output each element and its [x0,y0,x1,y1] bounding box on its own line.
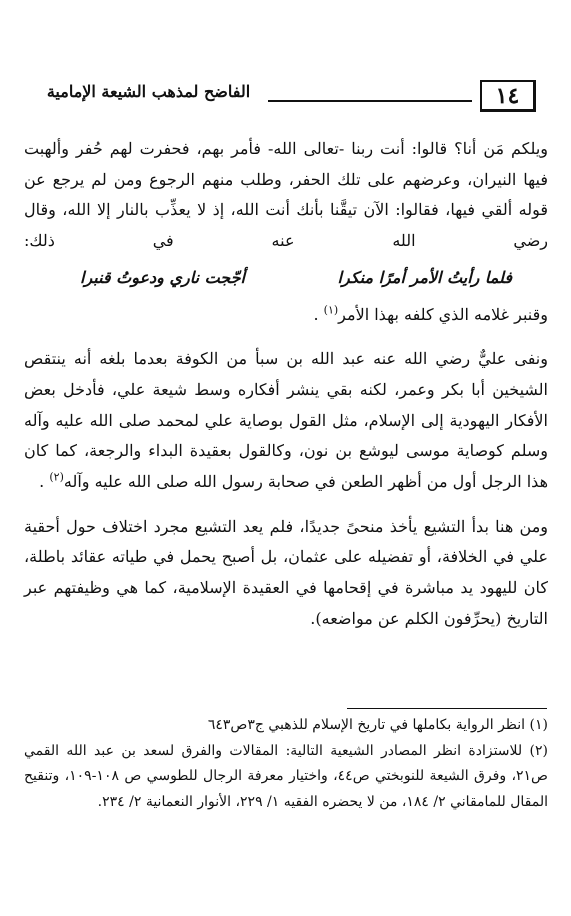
paragraph: ومن هنا بدأ التشيع يأخذ منحىً جديدًا، فلم يعد التشيع مجرد اختلاف حول أحقية علي في الخلافة، أو تفضيله على عثمان، بل أصبح يحمل في طياته عقائد باطلة، كان لليهود يد مباشرة في إقحامها في العقيدة الإسلامية، كما هي وظيفتهم عبر التاريخ (يحرِّفون الكلم عن مواضعه). [24,516,548,628]
main-text [24,134,548,635]
paragraph-text: وقنبر غلامه الذي كلفه بهذا الأمر [338,304,548,324]
verse-hemistich-left: أجّجت ناري ودعوتُ قنبرا [80,267,245,287]
footnote-text: انظر الرواية بكاملها في تاريخ الإسلام للذهبي ج٣ص٦٤٣ [207,717,526,733]
footnote-text: للاستزادة انظر المصادر الشيعية التالية: المقالات والفرق لسعد بن عبد الله القمي ص٢١، وفرق الشيعة للنوبختي ص٤٤، واختيار معرفة الرجال للطوسي ص ١٠٨-١٠٩، وتنقيح المقال للمامقاني ٢/ ١٨٤، من لا يحضره الفقيه ١/ ٢٢٩، الأنوار النعمانية ٢/ ٢٣٤. [24,742,548,810]
paragraph-end: . [313,304,319,324]
running-title: الفاضح لمذهب الشيعة الإمامية [46,82,251,101]
paragraph [24,344,548,498]
footnote [24,739,548,816]
paragraph-gap [24,498,548,512]
footnote-ref[interactable]: (١) [323,303,339,317]
paragraph: ويلكم مَن أنا؟ قالوا: أنت ربنا -تعالى الله- فأمر بهم، فحفرت لهم حُفر وألهبت فيها النيران، وعرضهم على تلك الحفر، وطلب منهم الرجوع ومن لم يرجع عن قوله ألقي فيها، فقالوا: الآن تيقَّنا بأنك أنت الله، إذ لا يعذِّب بالنار إلا الله، وقال رضي الله عنه في ذلك: [24,139,548,251]
footnote-ref[interactable]: (٢) [49,470,64,484]
footnote [24,713,548,739]
footnote-marker: (٢) [529,742,549,759]
page-header [24,80,536,114]
poem-verse [24,257,548,300]
footnote-marker: (١) [529,717,548,733]
paragraph-text: ونفى عليٌّ رضي الله عنه عبد الله بن سبأ من الكوفة بعدما بلغه أنه ينتقص الشيخين أبا بكر وعمر، لكنه بقي ينشر أفكاره وسط شيعة علي، فأدخل بعض الأفكار اليهودية إلى الإسلام، مثل القول بوصاية علي لمحمد صلى الله عليه وآله وسلم كوصاية موسى ليوشع بن نون، وكالقول بعقيدة البداء والرجعة، كما كان هذا الرجل أول من أظهر الطعن في صحابة رسول الله صلى الله عليه وآله [24,349,549,492]
paragraph [24,300,548,331]
paragraph-end: . [39,472,45,492]
footnote-rule [347,708,547,709]
paragraph-gap [24,330,548,344]
header-rule [268,100,472,102]
page-number: ١٤ [480,80,536,112]
footnotes [24,713,548,815]
verse-hemistich-right: فلما رأيتُ الأمر أمرًا منكرا [337,267,512,287]
